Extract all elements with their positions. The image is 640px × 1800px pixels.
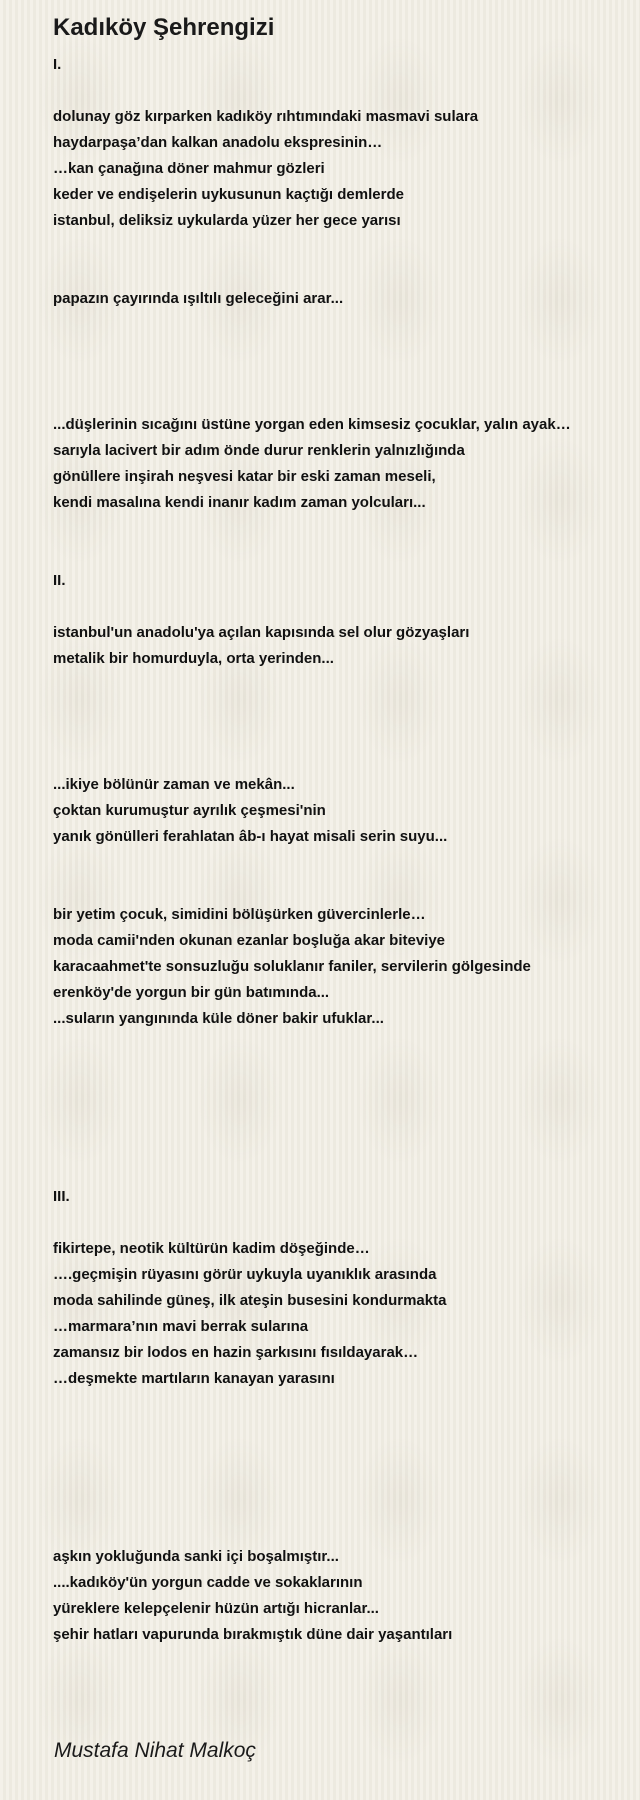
stanza-1 <box>53 104 478 234</box>
poem-line: metalik bir homurduyla, orta yerinden... <box>53 650 334 667</box>
poem-title: Kadıköy Şehrengizi <box>53 14 275 41</box>
poem-line: ….geçmişin rüyasını görür uykuyla uyanıklık arasında <box>53 1266 437 1283</box>
poem-line: sarıyla lacivert bir adım önde durur renklerin yalnızlığında <box>53 442 465 459</box>
poem-line: aşkın yokluğunda sanki içi boşalmıştır... <box>53 1548 339 1565</box>
poem-line: moda camii'nden okunan ezanlar boşluğa akar biteviye <box>53 932 446 949</box>
poem-line: keder ve endişelerin uykusunun kaçtığı demlerde <box>53 186 404 203</box>
stanza-4 <box>53 620 469 672</box>
poem-line: …deşmekte martıların kanayan yarasını <box>53 1370 335 1387</box>
poem-line: …marmara’nın mavi berrak sularına <box>53 1318 309 1335</box>
stanza-7 <box>53 1236 446 1392</box>
poem-line: yüreklere kelepçelenir hüzün artığı hicranlar... <box>53 1600 379 1617</box>
poem-line: gönüllere inşirah neşvesi katar bir eski zaman meseli, <box>53 468 436 485</box>
poem-line: bir yetim çocuk, simidini bölüşürken güvercinlerle… <box>53 906 426 923</box>
stanza-8 <box>53 1544 452 1648</box>
poem-line: erenköy'de yorgun bir gün batımında... <box>53 984 330 1001</box>
section-heading-2 <box>53 568 66 594</box>
poem-line: istanbul'un anadolu'ya açılan kapısında sel olur gözyaşları <box>53 624 470 641</box>
poem-line: I. <box>53 56 62 73</box>
section-heading-3 <box>53 1184 70 1210</box>
poem-line: istanbul, deliksiz uykularda yüzer her gece yarısı <box>53 212 401 229</box>
poem-line: II. <box>53 572 66 589</box>
poem-line: …kan çanağına döner mahmur gözleri <box>53 160 325 177</box>
author-signature: Mustafa Nihat Malkoç <box>54 1739 256 1762</box>
poem-line: yanık gönülleri ferahlatan âb-ı hayat misali serin suyu... <box>53 828 448 845</box>
poem-line: moda sahilinde güneş, ilk ateşin busesini kondurmakta <box>53 1292 447 1309</box>
poem-line: ...suların yangınında küle döner bakir ufuklar... <box>53 1010 384 1027</box>
poem-line: III. <box>53 1188 70 1205</box>
stanza-5 <box>53 772 447 850</box>
section-heading-1 <box>53 52 61 78</box>
poem-line: şehir hatları vapurunda bırakmıştık düne dair yaşantıları <box>53 1626 453 1643</box>
poem-line: zamansız bir lodos en hazin şarkısını fısıldayarak… <box>53 1344 419 1361</box>
poem-line: kendi masalına kendi inanır kadım zaman yolcuları... <box>53 494 426 511</box>
stanza-6 <box>53 902 531 1032</box>
poem-line: haydarpaşa’dan kalkan anadolu ekspresinin… <box>53 134 383 151</box>
poem-line: ...ikiye bölünür zaman ve mekân... <box>53 776 295 793</box>
poem-line: dolunay göz kırparken kadıköy rıhtımındaki masmavi sulara <box>53 108 479 125</box>
poem-line: fikirtepe, neotik kültürün kadim döşeğinde… <box>53 1240 370 1257</box>
poem-line: papazın çayırında ışıltılı geleceğini arar... <box>53 290 344 307</box>
stanza-3 <box>53 412 571 516</box>
stanza-2 <box>53 286 343 312</box>
poem-line: çoktan kurumuştur ayrılık çeşmesi'nin <box>53 802 326 819</box>
poem-line: ...düşlerinin sıcağını üstüne yorgan eden kimsesiz çocuklar, yalın ayak… <box>53 416 571 433</box>
poem-line: ....kadıköy'ün yorgun cadde ve sokaklarının <box>53 1574 363 1591</box>
poem-line: karacaahmet'te sonsuzluğu soluklanır faniler, servilerin gölgesinde <box>53 958 531 975</box>
